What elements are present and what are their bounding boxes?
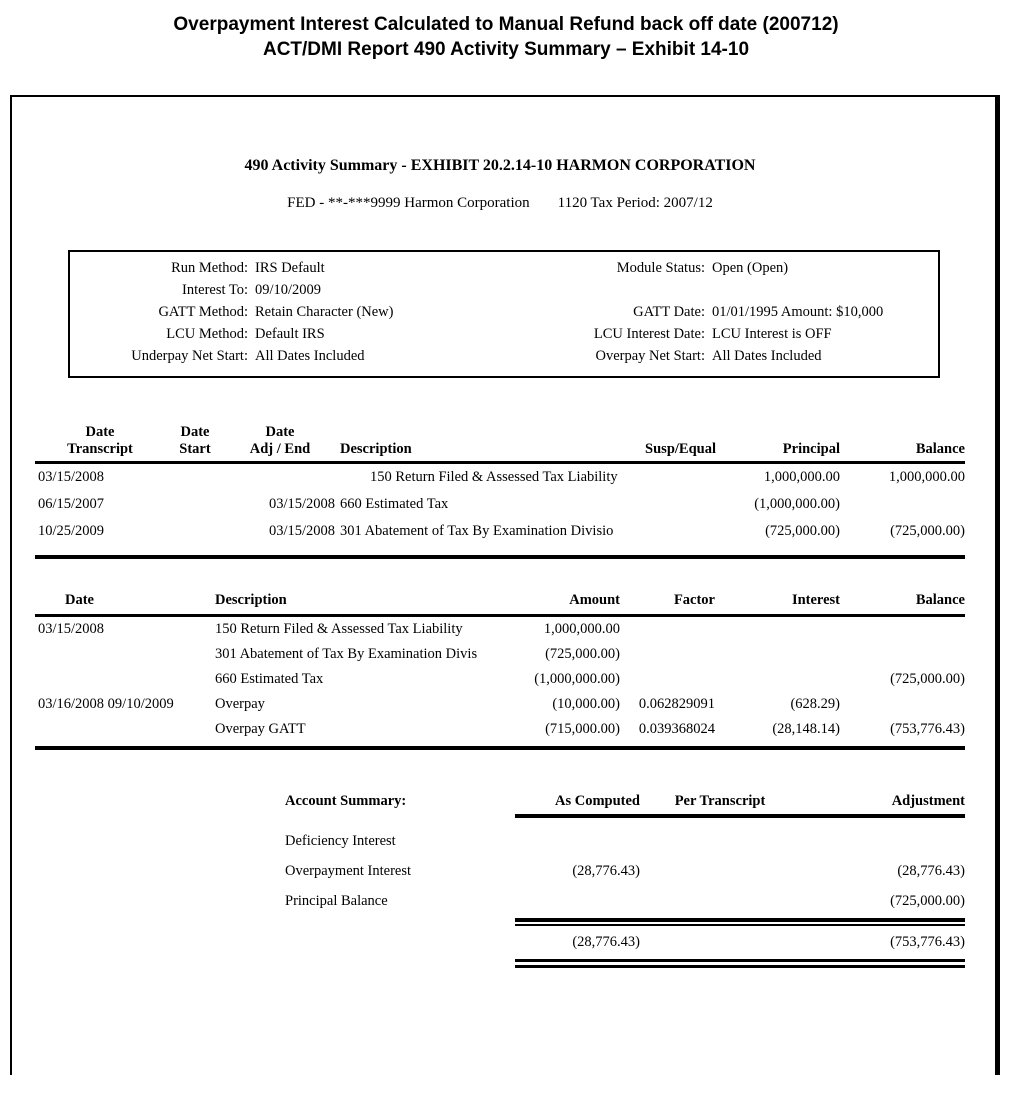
cell-balance bbox=[840, 642, 965, 667]
setting-overpay-net-start bbox=[460, 348, 922, 370]
summary-per-transcript bbox=[640, 886, 800, 916]
cell-amount: 1,000,000.00 bbox=[543, 621, 620, 637]
column-header-principal: Principal bbox=[782, 441, 840, 457]
setting-label: Overpay Net Start: bbox=[595, 348, 705, 364]
cell-amount: (725,000.00) bbox=[545, 646, 620, 662]
summary-total-row bbox=[285, 926, 965, 958]
header-line: Start bbox=[179, 441, 211, 457]
report-subheading bbox=[35, 195, 965, 212]
cell-start-date bbox=[165, 464, 225, 491]
setting-gatt-method bbox=[70, 304, 460, 326]
cell-start-date bbox=[165, 518, 225, 545]
summary-label: Principal Balance bbox=[285, 893, 388, 909]
cell-principal: 1,000,000.00 bbox=[763, 469, 840, 485]
cell-adj-end-date: 03/15/2008 bbox=[268, 523, 335, 539]
cell-date: 03/15/2008 bbox=[38, 621, 105, 637]
column-header-date-transcript bbox=[35, 424, 165, 458]
cell-factor bbox=[620, 667, 715, 692]
header-line: Date bbox=[180, 424, 210, 440]
cell-date bbox=[35, 717, 215, 742]
column-header-factor: Factor bbox=[673, 592, 715, 608]
setting-value: All Dates Included bbox=[255, 348, 365, 364]
cell-description: Overpay bbox=[215, 696, 265, 712]
cell-susp-equal bbox=[635, 464, 716, 491]
summary-per-transcript bbox=[640, 826, 800, 856]
summary-closing-double-rule bbox=[515, 959, 965, 968]
cell-transcript-date: 03/15/2008 bbox=[38, 469, 105, 485]
cell-date bbox=[35, 667, 215, 692]
settings-right-column bbox=[460, 260, 922, 370]
summary-row-principal-balance bbox=[285, 886, 965, 916]
cell-balance bbox=[845, 491, 965, 518]
column-header-date-adj-end bbox=[225, 424, 335, 458]
tax-period: 1120 Tax Period: 2007/12 bbox=[557, 195, 713, 211]
summary-row-deficiency-interest bbox=[285, 826, 965, 856]
column-header-amount: Amount bbox=[569, 592, 620, 608]
computation-table-header bbox=[35, 589, 965, 611]
setting-label: Interest To: bbox=[182, 282, 248, 298]
cell-description: 301 Abatement of Tax By Examination Divis bbox=[215, 646, 478, 662]
cell-description: 660 Estimated Tax bbox=[215, 671, 324, 687]
summary-adjustment: (725,000.00) bbox=[890, 893, 965, 909]
table-bottom-rule bbox=[35, 555, 965, 559]
report-frame bbox=[10, 95, 1000, 1075]
account-summary bbox=[285, 790, 965, 968]
setting-label bbox=[460, 282, 705, 304]
interest-computation-table bbox=[35, 589, 965, 750]
cell-description: Overpay GATT bbox=[215, 721, 306, 737]
setting-label: LCU Method: bbox=[166, 326, 248, 342]
column-header-as-computed: As Computed bbox=[555, 793, 640, 809]
cell-description: 150 Return Filed & Assessed Tax Liability bbox=[370, 469, 618, 485]
setting-underpay-net-start bbox=[70, 348, 460, 370]
cell-factor: 0.062829091 bbox=[638, 696, 715, 712]
setting-value bbox=[705, 282, 712, 304]
summary-adjustment: (28,776.43) bbox=[897, 863, 965, 879]
account-summary-title: Account Summary: bbox=[285, 793, 407, 809]
setting-value: Default IRS bbox=[255, 326, 325, 342]
summary-total-as-computed: (28,776.43) bbox=[572, 934, 640, 950]
table-row bbox=[35, 667, 965, 692]
summary-as-computed bbox=[515, 826, 640, 856]
header-line: Adj / End bbox=[249, 441, 311, 457]
table-row bbox=[35, 692, 965, 717]
setting-value: 09/10/2009 bbox=[255, 282, 322, 298]
setting-label: Run Method: bbox=[171, 260, 248, 276]
header-line: Date bbox=[265, 424, 295, 440]
summary-label: Deficiency Interest bbox=[285, 833, 396, 849]
setting-value: IRS Default bbox=[255, 260, 325, 276]
setting-lcu-interest-date bbox=[460, 326, 922, 348]
cell-date: 03/16/2008 09/10/2009 bbox=[38, 696, 174, 712]
cell-amount: (715,000.00) bbox=[545, 721, 620, 737]
column-header-description: Description bbox=[340, 441, 412, 457]
setting-blank-row bbox=[460, 282, 922, 304]
setting-gatt-date bbox=[460, 304, 922, 326]
account-summary-header bbox=[285, 790, 965, 812]
setting-value: All Dates Included bbox=[712, 348, 822, 364]
table-row bbox=[35, 491, 965, 518]
column-header-balance: Balance bbox=[915, 441, 965, 457]
summary-as-computed: (28,776.43) bbox=[572, 863, 640, 879]
setting-value: 01/01/1995 Amount: $10,000 bbox=[712, 304, 884, 320]
cell-description: 660 Estimated Tax bbox=[340, 496, 449, 512]
summary-row-overpayment-interest bbox=[285, 856, 965, 886]
page-title-line1: Overpayment Interest Calculated to Manual Refund back off date (200712) bbox=[173, 14, 839, 35]
header-line: Date bbox=[85, 424, 115, 440]
setting-label: GATT Date: bbox=[633, 304, 705, 320]
cell-description: 301 Abatement of Tax By Examination Divisio bbox=[340, 523, 614, 539]
cell-factor bbox=[620, 617, 715, 642]
setting-interest-to bbox=[70, 282, 460, 304]
cell-balance bbox=[840, 617, 965, 642]
column-header-date: Date bbox=[65, 592, 94, 608]
cell-factor: 0.039368024 bbox=[638, 721, 715, 737]
cell-susp-equal bbox=[635, 518, 716, 545]
taxpayer-id: FED - **-***9999 Harmon Corporation bbox=[287, 195, 530, 211]
cell-amount: (1,000,000.00) bbox=[534, 671, 620, 687]
column-header-adjustment: Adjustment bbox=[891, 793, 965, 809]
table-row bbox=[35, 717, 965, 742]
table-row bbox=[35, 464, 965, 491]
summary-as-computed bbox=[515, 886, 640, 916]
summary-double-rule bbox=[515, 918, 965, 926]
column-header-balance: Balance bbox=[915, 592, 965, 608]
setting-run-method bbox=[70, 260, 460, 282]
column-header-susp-equal: Susp/Equal bbox=[645, 441, 716, 457]
cell-date bbox=[35, 642, 215, 667]
header-rule bbox=[515, 814, 965, 818]
cell-adj-end-date bbox=[225, 464, 335, 491]
summary-per-transcript bbox=[640, 856, 800, 886]
cell-amount: (10,000.00) bbox=[552, 696, 620, 712]
cell-principal: (1,000,000.00) bbox=[754, 496, 840, 512]
report-heading: 490 Activity Summary - EXHIBIT 20.2.14-10 HARMON CORPORATION bbox=[244, 157, 756, 174]
transcript-table bbox=[35, 424, 965, 559]
settings-left-column bbox=[70, 260, 460, 370]
cell-principal: (725,000.00) bbox=[765, 523, 840, 539]
page-title bbox=[0, 0, 1012, 62]
summary-label: Overpayment Interest bbox=[285, 863, 412, 879]
setting-label: Module Status: bbox=[616, 260, 705, 276]
cell-transcript-date: 06/15/2007 bbox=[38, 496, 105, 512]
summary-label bbox=[285, 926, 515, 958]
cell-susp-equal bbox=[635, 491, 716, 518]
summary-adjustment bbox=[800, 826, 965, 856]
setting-label: LCU Interest Date: bbox=[593, 326, 705, 342]
cell-start-date bbox=[165, 491, 225, 518]
column-header-interest: Interest bbox=[791, 592, 840, 608]
cell-interest bbox=[715, 617, 840, 642]
cell-balance: 1,000,000.00 bbox=[888, 469, 965, 485]
setting-label: GATT Method: bbox=[158, 304, 248, 320]
cell-interest: (28,148.14) bbox=[772, 721, 840, 737]
cell-balance: (725,000.00) bbox=[890, 523, 965, 539]
setting-value: LCU Interest is OFF bbox=[712, 326, 832, 342]
summary-total-adjustment: (753,776.43) bbox=[890, 934, 965, 950]
summary-total-per-transcript bbox=[640, 926, 800, 958]
table-bottom-rule bbox=[35, 746, 965, 750]
cell-balance: (753,776.43) bbox=[890, 721, 965, 737]
cell-interest: (628.29) bbox=[790, 696, 840, 712]
setting-lcu-method bbox=[70, 326, 460, 348]
cell-factor bbox=[620, 642, 715, 667]
cell-balance bbox=[840, 692, 965, 717]
table-row bbox=[35, 518, 965, 545]
table-row bbox=[35, 617, 965, 642]
header-line: Transcript bbox=[67, 441, 133, 457]
setting-module-status bbox=[460, 260, 922, 282]
column-header-description: Description bbox=[215, 592, 287, 608]
setting-label: Underpay Net Start: bbox=[131, 348, 248, 364]
cell-interest bbox=[715, 667, 840, 692]
cell-interest bbox=[715, 642, 840, 667]
setting-value: Open (Open) bbox=[712, 260, 789, 276]
page-title-line2: ACT/DMI Report 490 Activity Summary – Exhibit 14-10 bbox=[262, 39, 750, 60]
module-settings-box bbox=[68, 250, 940, 378]
column-header-per-transcript: Per Transcript bbox=[674, 793, 766, 809]
cell-transcript-date: 10/25/2009 bbox=[38, 523, 105, 539]
column-header-date-start bbox=[165, 424, 225, 458]
transcript-table-header bbox=[35, 424, 965, 458]
cell-description: 150 Return Filed & Assessed Tax Liability bbox=[215, 621, 463, 637]
cell-adj-end-date: 03/15/2008 bbox=[268, 496, 335, 512]
table-row bbox=[35, 642, 965, 667]
setting-value: Retain Character (New) bbox=[255, 304, 394, 320]
cell-balance: (725,000.00) bbox=[890, 671, 965, 687]
